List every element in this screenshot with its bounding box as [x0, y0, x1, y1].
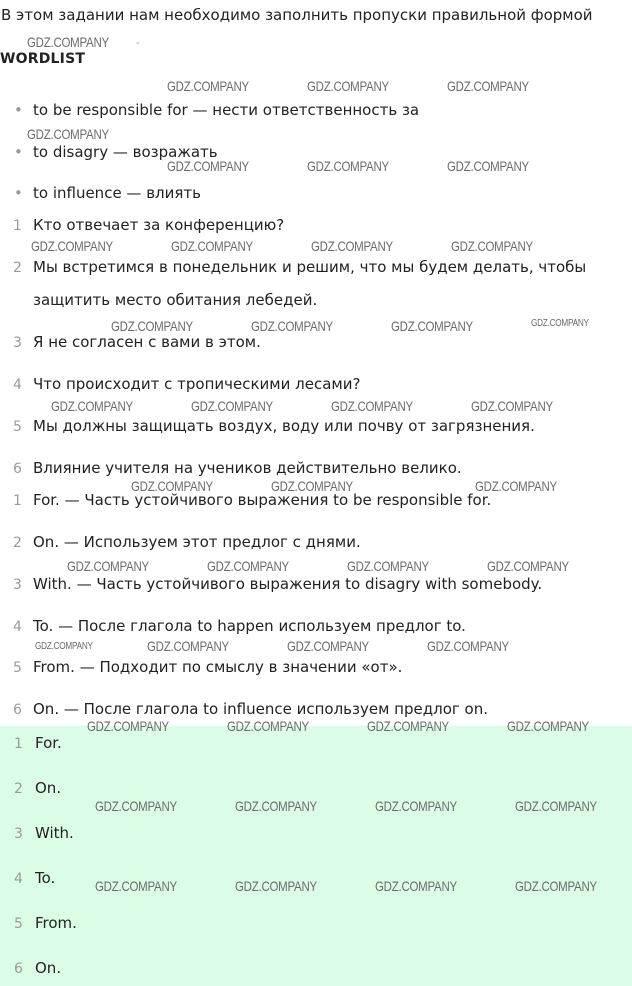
wordlist-item — [14, 184, 201, 202]
sentence-item — [13, 258, 586, 276]
answer-text: For. — [35, 734, 62, 752]
item-number: 4 — [14, 871, 23, 887]
answer-item — [14, 734, 62, 752]
answer-text: On. — [35, 959, 62, 977]
watermark-text: GDZ.COMPANY — [95, 798, 177, 814]
answer-item — [14, 779, 61, 797]
watermark-text: GDZ.COMPANY — [235, 798, 317, 814]
watermark-text: GDZ.COMPANY — [51, 398, 133, 414]
item-number: 6 — [13, 702, 22, 718]
explanation-item — [13, 658, 402, 676]
answers-block — [0, 726, 632, 986]
sentence-text: Мы встретимся в понедельник и решим, что мы будем делать, чтобы — [33, 258, 587, 276]
sentence-text: защитить место обитания лебедей. — [33, 291, 318, 309]
watermark-text: GDZ.COMPANY — [171, 238, 253, 254]
item-number: 3 — [13, 577, 22, 593]
wordlist-heading: WORDLIST — [0, 51, 86, 67]
watermark-text: GDZ.COMPANY — [251, 318, 333, 334]
watermark-text: GDZ.COMPANY — [427, 638, 509, 654]
explanation-item — [13, 575, 542, 593]
watermark-text: GDZ.COMPANY — [515, 798, 597, 814]
watermark-text: GDZ.COMPANY — [447, 158, 529, 174]
watermark-text: GDZ.COMPANY — [227, 718, 309, 734]
sentence-text: Влияние учителя на учеников действительно велико. — [33, 459, 462, 477]
watermark-text: GDZ.COMPANY — [331, 398, 413, 414]
watermark-text: GDZ.COMPANY — [131, 478, 213, 494]
item-number: 5 — [14, 916, 23, 932]
sentence-item — [13, 459, 462, 477]
watermark-text: GDZ.COMPANY — [531, 318, 589, 329]
sentence-item — [13, 375, 360, 393]
item-number: 1 — [13, 493, 22, 509]
watermark-text: GDZ.COMPANY — [35, 641, 93, 652]
watermark-text: GDZ.COMPANY — [191, 398, 273, 414]
watermark-text: GDZ.COMPANY — [475, 478, 557, 494]
sentence-continuation — [33, 291, 317, 309]
explanation-item — [13, 533, 361, 551]
watermark-text: GDZ.COMPANY — [375, 878, 457, 894]
item-number: 3 — [13, 335, 22, 351]
sentence-text: Я не согласен с вами в этом. — [33, 333, 261, 351]
watermark-text: GDZ.COMPANY — [111, 318, 193, 334]
item-number: 1 — [14, 736, 23, 752]
watermark-text: GDZ.COMPANY — [347, 558, 429, 574]
watermark-text: GDZ.COMPANY — [235, 878, 317, 894]
item-number: 6 — [13, 461, 22, 477]
watermark-text: GDZ.COMPANY — [167, 158, 249, 174]
watermark-text: GDZ.COMPANY — [287, 638, 369, 654]
item-number: 5 — [13, 419, 22, 435]
item-number: 5 — [13, 660, 22, 676]
bullet-icon: • — [14, 184, 23, 202]
watermark-text: GDZ.COMPANY — [451, 238, 533, 254]
explanation-item — [13, 617, 466, 635]
watermark-text: GDZ.COMPANY — [87, 718, 169, 734]
item-number: 2 — [14, 781, 23, 797]
watermark-text: GDZ.COMPANY — [27, 126, 109, 142]
watermark-text: GDZ.COMPANY — [311, 238, 393, 254]
watermark-text: GDZ.COMPANY — [147, 638, 229, 654]
watermark-text: GDZ.COMPANY — [207, 558, 289, 574]
sentence-item — [13, 417, 535, 435]
explanation-text: On. — После глагола to influence используем предлог on. — [33, 700, 488, 718]
divider-mark: - — [136, 38, 140, 49]
explanation-text: To. — После глагола to happen используем предлог to. — [33, 617, 466, 635]
watermark-text: GDZ.COMPANY — [515, 878, 597, 894]
sentence-text: Мы должны защищать воздух, воду или почву от загрязнения. — [33, 417, 535, 435]
sentence-text: Что происходит с тропическими лесами? — [33, 375, 361, 393]
item-number: 1 — [13, 218, 22, 234]
bullet-icon: • — [14, 101, 23, 119]
explanation-item — [13, 491, 491, 509]
wordlist-item-text: to influence — влиять — [33, 184, 201, 202]
answer-item — [14, 914, 77, 932]
watermark-text: GDZ.COMPANY — [27, 34, 109, 50]
watermark-text: GDZ.COMPANY — [67, 558, 149, 574]
answer-text: With. — [35, 824, 74, 842]
watermark-text: GDZ.COMPANY — [507, 718, 589, 734]
bullet-icon: • — [14, 143, 23, 161]
watermark-text: GDZ.COMPANY — [31, 238, 113, 254]
explanation-item — [13, 700, 488, 718]
sentence-item — [13, 333, 261, 351]
answer-text: To. — [35, 869, 56, 887]
wordlist-item-text: to disagry — возражать — [33, 143, 218, 161]
explanation-text: From. — Подходит по смыслу в значении «от». — [33, 658, 403, 676]
watermark-text: GDZ.COMPANY — [271, 478, 353, 494]
explanation-text: On. — Используем этот предлог с днями. — [33, 533, 361, 551]
wordlist-item — [14, 101, 419, 119]
watermark-text: GDZ.COMPANY — [375, 798, 457, 814]
answer-text: On. — [35, 779, 62, 797]
watermark-text: GDZ.COMPANY — [95, 878, 177, 894]
item-number: 3 — [14, 826, 23, 842]
explanation-text: For. — Часть устойчивого выражения to be responsible for. — [33, 491, 492, 509]
watermark-text: GDZ.COMPANY — [307, 158, 389, 174]
item-number: 6 — [14, 961, 23, 977]
item-number: 2 — [13, 535, 22, 551]
item-number: 2 — [13, 260, 22, 276]
answer-item — [14, 959, 61, 977]
watermark-text: GDZ.COMPANY — [167, 78, 249, 94]
explanation-text: With. — Часть устойчивого выражения to disagry with somebody. — [33, 575, 543, 593]
watermark-text: GDZ.COMPANY — [367, 718, 449, 734]
watermark-text: GDZ.COMPANY — [391, 318, 473, 334]
sentence-text: Кто отвечает за конференцию? — [33, 216, 285, 234]
watermark-text: GDZ.COMPANY — [307, 78, 389, 94]
item-number: 4 — [13, 619, 22, 635]
wordlist-item-text: to be responsible for — нести ответственность за — [33, 101, 420, 119]
watermark-text: GDZ.COMPANY — [471, 398, 553, 414]
answer-item — [14, 869, 55, 887]
watermark-text: GDZ.COMPANY — [447, 78, 529, 94]
intro-text: В этом задании нам необходимо заполнить пропуски правильной формой — [1, 6, 593, 24]
watermark-text: GDZ.COMPANY — [487, 558, 569, 574]
answer-text: From. — [35, 914, 77, 932]
answer-item — [14, 824, 74, 842]
sentence-item — [13, 216, 284, 234]
item-number: 4 — [13, 377, 22, 393]
